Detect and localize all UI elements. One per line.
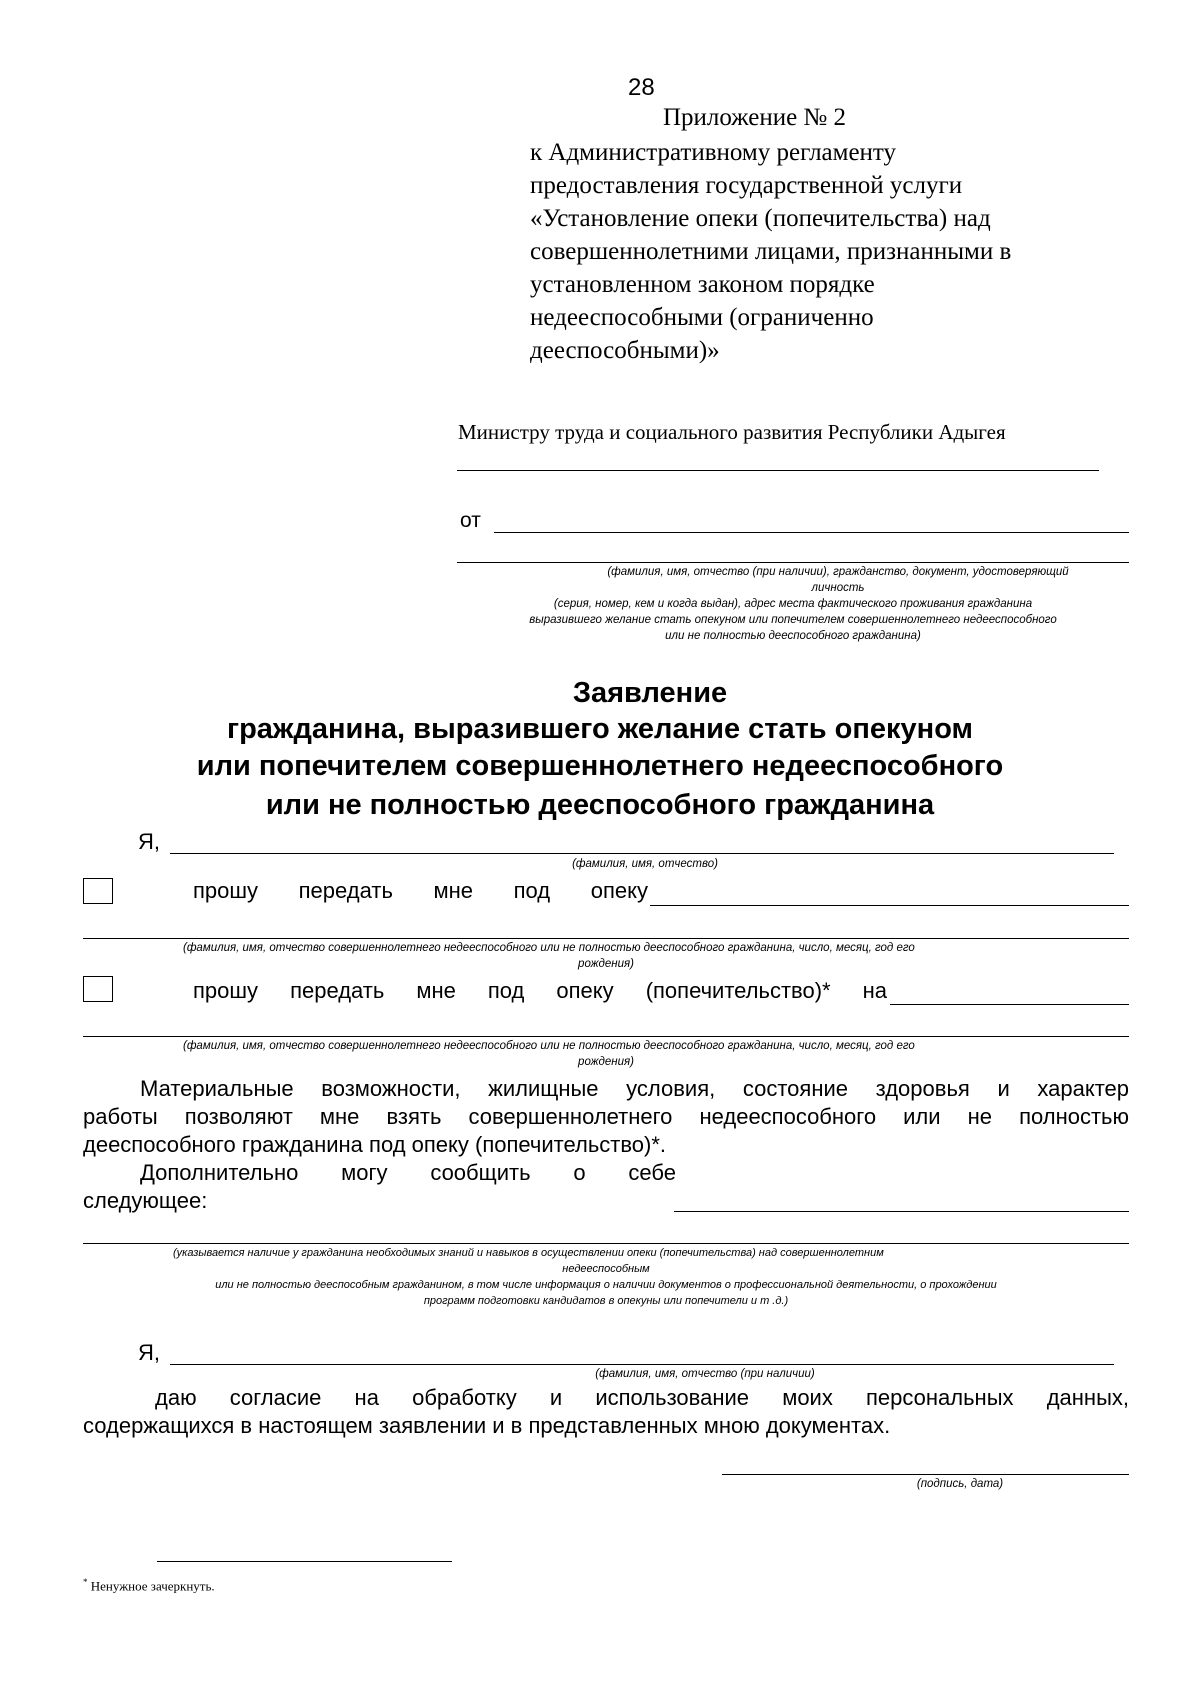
caption-line: или не полностью дееспособного гражданина) [665,630,921,642]
i-label-2: Я, [138,1340,160,1365]
word: прошу [193,978,259,1003]
appendix-line: «Установление опеки (попечительства) над [530,205,991,232]
signature-line[interactable] [722,1474,1129,1475]
additional-text [140,1160,676,1186]
caption-line: (указывается наличие у гражданина необходимых знаний и навыков в осуществлении опеки (попечительства) над совершеннолетним [173,1247,884,1259]
i-label: Я, [138,829,160,854]
appendix-line: предоставления государственной услуги [530,172,963,199]
word: о [573,1160,586,1185]
material-line-2: работы позволяют мне взять совершеннолетнего недееспособного или не полностью [83,1104,1129,1129]
footnote-text: Ненужное зачеркнуть. [90,1578,215,1594]
option-guardianship-text [193,878,648,904]
word: опеку [590,878,648,903]
material-line-1: Материальные возможности, жилищные условия, состояние здоровья и характер [140,1076,1129,1101]
caption-line: или не полностью дееспособным гражданином, в том числе информация о наличии документов о профессиональной деятельности, о прохождении [215,1279,997,1291]
ward-line-2[interactable] [83,1036,1129,1037]
from-line-2[interactable] [457,562,1129,563]
from-line[interactable] [494,532,1129,533]
ward-caption-2 [83,1038,1129,1070]
word: передать [290,978,385,1003]
caption-line: (фамилия, имя, отчество (при наличии), гражданство, документ, удостоверяющий [607,566,1069,578]
caption-line: личность [811,582,865,594]
additional-text-2: следующее: [83,1188,208,1213]
ward-caption-1 [83,940,1129,972]
option2-fill-line[interactable] [890,1004,1129,1005]
word: передать [298,878,393,903]
word: сообщить [430,1160,531,1185]
ward-line-1[interactable] [83,938,1129,939]
signature-caption: (подпись, дата) [916,1478,1004,1490]
footnote-mark: * [83,1577,88,1587]
option-guardianship-checkbox[interactable] [83,878,113,904]
from-label: от [460,509,481,532]
page-number: 28 [628,74,655,101]
document-subtitle-2: или попечителем совершеннолетнего недееспособного [196,750,1004,782]
additional-fill-line[interactable] [674,1211,1129,1212]
appendix-block [530,136,1011,367]
word: на [862,978,888,1003]
word: прошу [193,878,259,903]
document-title: Заявление [572,677,728,709]
caption-line: (фамилия, имя, отчество совершеннолетнего недееспособного или не полностью дееспособного гражданина, число, месяц, год его [183,942,915,954]
option-trusteeship-text [193,978,887,1004]
caption-line: выразившего желание стать опекуном или попечителем совершеннолетнего недееспособного [529,614,1057,626]
document-subtitle-1: гражданина, выразившего желание стать опекуном [227,713,973,745]
appendix-line: дееспособными)» [530,337,720,364]
fio-line-2[interactable] [170,1364,1114,1365]
caption-line: рождения) [578,958,634,970]
material-line-3: дееспособного гражданина под опеку (попечительство)*. [83,1132,667,1157]
fio-caption-2: (фамилия, имя, отчество (при наличии) [595,1368,815,1380]
word: мне [416,978,456,1003]
word: мне [433,878,474,903]
appendix-line: к Административному регламенту [530,139,897,166]
appendix-line: установленном законом порядке [530,271,875,298]
document-subtitle-3: или не полностью дееспособного гражданина [265,789,935,821]
addressee-caption [457,564,1129,644]
addressee-line[interactable] [457,470,1099,471]
consent-line-2: содержащихся в настоящем заявлении и в представленных мною документах. [83,1413,891,1438]
word: могу [341,1160,388,1185]
caption-line: рождения) [578,1056,634,1068]
word: под [513,878,551,903]
caption-line: (серия, номер, кем и когда выдан), адрес места фактического проживания гражданина [553,598,1033,610]
additional-line-2[interactable] [83,1243,1129,1244]
consent-line-1: даю согласие на обработку и использование моих персональных данных, [155,1385,1129,1410]
appendix-line: недееспособными (ограниченно [530,304,874,331]
footnote [83,1577,215,1594]
info-caption [83,1245,1129,1309]
option1-fill-line[interactable] [650,905,1129,906]
word: себе [628,1160,676,1185]
word: под [487,978,525,1003]
addressee-to: Министру труда и социального развития Республики Адыгея [458,420,1006,444]
caption-line: программ подготовки кандидатов в опекуны или попечители и т .д.) [423,1295,789,1307]
appendix-title: Приложение № 2 [663,104,847,131]
caption-line: (фамилия, имя, отчество совершеннолетнего недееспособного или не полностью дееспособного гражданина, число, месяц, год его [183,1040,915,1052]
word: опеку [556,978,614,1003]
footnote-separator [157,1561,452,1562]
word: Дополнительно [140,1160,299,1185]
fio-caption: (фамилия, имя, отчество) [572,858,718,870]
option-trusteeship-checkbox[interactable] [83,976,113,1002]
caption-line: недееспособным [562,1263,650,1275]
fio-line[interactable] [170,853,1114,854]
appendix-line: совершеннолетними лицами, признанными в [530,238,1012,265]
word: (попечительство)* [645,978,831,1003]
